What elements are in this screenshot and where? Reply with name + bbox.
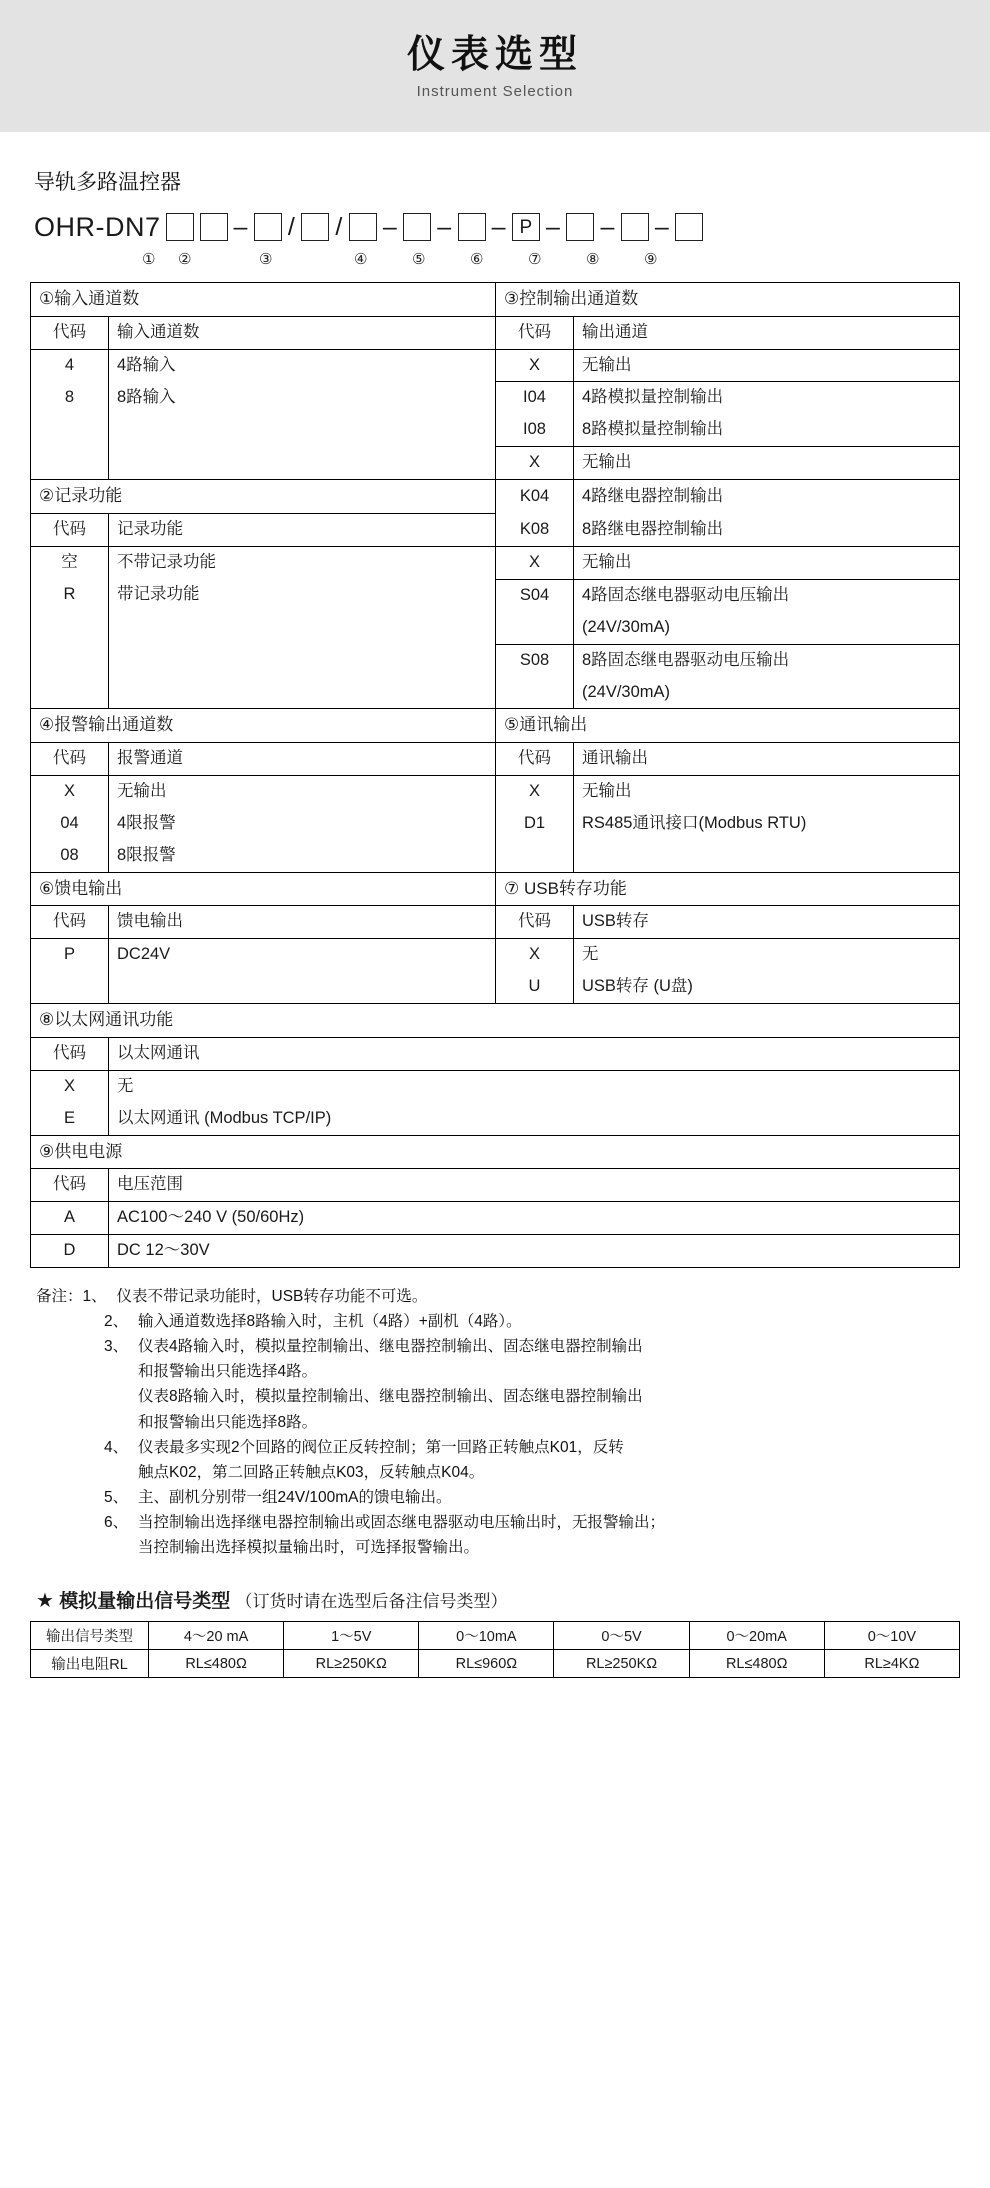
section-3-row-4-code: K04 <box>496 480 574 514</box>
table-row <box>31 677 960 709</box>
section-8-name-header: 以太网通讯 <box>109 1037 960 1070</box>
signal-title-text: 模拟量输出信号类型 <box>59 1591 231 1613</box>
model-sep-dash-3: – <box>437 212 452 241</box>
section-3-row-0-desc: 无输出 <box>574 349 960 382</box>
signal-type-2: 0～10mA <box>419 1622 554 1650</box>
section-5-row-1-desc: RS485通讯接口(Modbus RTU) <box>574 808 960 840</box>
section-4-row-1-code: 04 <box>31 808 109 840</box>
section-2-filler-f <box>109 677 496 709</box>
table-row <box>31 1103 960 1135</box>
model-box-1 <box>166 213 194 241</box>
section-3-row-7-desc: 4路固态继电器驱动电压输出 <box>574 579 960 611</box>
note-1-text: 仪表不带记录功能时，USB转存功能不可选。 <box>116 1287 428 1305</box>
product-name: 导轨多路温控器 <box>34 171 181 194</box>
section-2-code-header: 代码 <box>31 513 109 546</box>
section-3-title: ③控制输出通道数 <box>496 283 960 317</box>
signal-type-4: 0～20mA <box>689 1622 824 1650</box>
table-row <box>31 743 960 776</box>
table-row <box>31 612 960 644</box>
section-7-row-0-code: X <box>496 939 574 971</box>
section-8-title: ⑧以太网通讯功能 <box>31 1004 960 1038</box>
note-5-num: 5、 <box>104 1488 129 1506</box>
model-box-7 <box>458 213 486 241</box>
section-6-row-0-code: P <box>31 939 109 971</box>
model-sep-dash-2: – <box>382 212 398 241</box>
model-sep-dash-1: – <box>233 212 248 241</box>
section-6-code-header: 代码 <box>31 906 109 939</box>
section-1-filler-d <box>109 447 496 480</box>
section-1-code-header: 代码 <box>31 316 109 349</box>
model-box-3 <box>254 213 282 241</box>
section-2-filler-e <box>31 677 109 709</box>
section-6-title: ⑥馈电输出 <box>31 872 496 906</box>
section-6-name-header: 馈电输出 <box>109 906 496 939</box>
section-2-row-0-desc: 不带记录功能 <box>109 546 496 579</box>
model-index-row <box>34 250 960 276</box>
section-5-title: ⑤通讯输出 <box>496 709 960 743</box>
spec-table-9 <box>30 1135 960 1268</box>
section-7-code-header: 代码 <box>496 906 574 939</box>
section-5-filler-b <box>574 840 960 872</box>
table-row <box>31 808 960 840</box>
note-3-text-2: 和报警输出只能选择4路。 <box>138 1363 318 1381</box>
model-index-7: ⑦ <box>528 251 542 268</box>
model-sep-dash-4: – <box>491 212 507 241</box>
table-row <box>31 316 960 349</box>
table-row <box>31 644 960 676</box>
note-item <box>36 1510 960 1535</box>
model-sep-dash-6: – <box>600 212 615 241</box>
signal-table <box>30 1621 960 1678</box>
model-sep-dash-5: – <box>546 212 561 241</box>
signal-row-header-type: 输出信号类型 <box>31 1622 149 1650</box>
section-6-filler-b <box>109 971 496 1003</box>
section-3-row-6-desc: 无输出 <box>574 546 960 579</box>
note-item <box>36 1435 960 1460</box>
spec-table-top <box>30 282 960 709</box>
section-8-row-0-desc: 无 <box>109 1070 960 1102</box>
notes-block <box>36 1284 960 1560</box>
section-5-row-0-desc: 无输出 <box>574 775 960 807</box>
signal-type-0: 4～20 mA <box>149 1622 284 1650</box>
section-9-row-0-code: A <box>31 1202 109 1235</box>
section-8-code-header: 代码 <box>31 1037 109 1070</box>
table-row <box>31 906 960 939</box>
section-3-row-10-desc: (24V/30mA) <box>574 677 960 709</box>
model-sep-dash-7: – <box>654 212 670 241</box>
section-4-row-0-desc: 无输出 <box>109 775 496 807</box>
section-2-filler-c <box>31 644 109 676</box>
notes-label: 备注： <box>36 1287 83 1305</box>
page-content <box>0 166 990 1686</box>
section-3-row-1-desc: 4路模拟量控制输出 <box>574 382 960 414</box>
bottom-spacer <box>30 1678 960 1686</box>
section-3-row-5-code: K08 <box>496 513 574 546</box>
note-6-num: 6、 <box>104 1513 129 1531</box>
signal-res-5: RL≥4KΩ <box>824 1650 959 1678</box>
section-3-row-6-code: X <box>496 546 574 579</box>
model-box-10 <box>621 213 649 241</box>
signal-row-header-resistance: 输出电阻RL <box>31 1650 149 1678</box>
model-index-2: ② <box>178 251 192 268</box>
section-3-row-0-code: X <box>496 349 574 382</box>
signal-type-1: 1～5V <box>284 1622 419 1650</box>
table-row <box>31 579 960 611</box>
section-3-row-3-desc: 无输出 <box>574 447 960 480</box>
section-5-row-1-code: D1 <box>496 808 574 840</box>
section-9-row-0-desc: AC100～240 V (50/60Hz) <box>109 1202 960 1235</box>
model-box-6 <box>403 213 431 241</box>
table-row <box>31 939 960 971</box>
section-8-row-1-code: E <box>31 1103 109 1135</box>
model-sep-slash-2: / <box>335 212 343 241</box>
section-8-row-1-desc: 以太网通讯 (Modbus TCP/IP) <box>109 1103 960 1135</box>
note-item <box>36 1334 960 1359</box>
section-2-row-1-desc: 带记录功能 <box>109 579 496 611</box>
note-3-num: 3、 <box>104 1338 129 1356</box>
model-code-row <box>34 204 960 250</box>
section-2-row-1-code: R <box>31 579 109 611</box>
section-4-row-2-code: 08 <box>31 840 109 872</box>
section-5-name-header: 通讯输出 <box>574 743 960 776</box>
model-index-5: ⑤ <box>412 251 426 268</box>
star-icon: ★ <box>36 1590 54 1613</box>
note-3-text-3: 仪表8路输入时，模拟量控制输出、继电器控制输出、固态继电器控制输出 <box>138 1388 643 1406</box>
section-4-row-0-code: X <box>31 775 109 807</box>
section-6-filler-a <box>31 971 109 1003</box>
section-5-filler-a <box>496 840 574 872</box>
section-1-name-header: 输入通道数 <box>109 316 496 349</box>
model-index-3: ③ <box>259 251 273 268</box>
spec-table-6-7 <box>30 872 960 1004</box>
table-row <box>31 971 960 1003</box>
table-row <box>31 1135 960 1169</box>
section-9-row-1-desc: DC 12～30V <box>109 1235 960 1268</box>
section-3-code-header: 代码 <box>496 316 574 349</box>
signal-type-3: 0～5V <box>554 1622 689 1650</box>
table-row <box>31 546 960 579</box>
section-1-filler-b <box>109 414 496 446</box>
page-banner <box>0 0 990 132</box>
spec-table-4-5 <box>30 708 960 872</box>
section-7-row-1-code: U <box>496 971 574 1003</box>
table-row <box>31 1169 960 1202</box>
note-4-num: 4、 <box>104 1438 129 1456</box>
model-index-1: ① <box>142 251 156 268</box>
section-3-row-1-code: I04 <box>496 382 574 414</box>
model-box-9 <box>566 213 594 241</box>
section-2-filler-b <box>109 612 496 644</box>
note-item <box>36 1485 960 1510</box>
model-index-9: ⑨ <box>644 251 658 268</box>
model-prefix: OHR-DN7 <box>34 211 161 242</box>
section-4-code-header: 代码 <box>31 743 109 776</box>
table-row <box>31 1650 960 1678</box>
table-row <box>31 775 960 807</box>
section-2-row-0-code: 空 <box>31 546 109 579</box>
note-3-text-4: 和报警输出只能选择8路。 <box>138 1413 318 1431</box>
signal-res-0: RL≤480Ω <box>149 1650 284 1678</box>
signal-subtitle-text: （订货时请在选型后备注信号类型） <box>235 1592 508 1612</box>
spec-table-8 <box>30 1003 960 1135</box>
section-6-row-0-desc: DC24V <box>109 939 496 971</box>
note-6-text-2: 当控制输出选择模拟量输出时，可选择报警输出。 <box>138 1539 480 1557</box>
section-7-title: ⑦ USB转存功能 <box>496 872 960 906</box>
note-item <box>36 1284 960 1309</box>
table-row <box>31 382 960 414</box>
model-box-11 <box>675 213 703 241</box>
section-4-title: ④报警输出通道数 <box>31 709 496 743</box>
section-3-row-5-desc: 8路继电器控制输出 <box>574 513 960 546</box>
section-3-row-9-desc: 8路固态继电器驱动电压输出 <box>574 644 960 676</box>
signal-res-2: RL≤960Ω <box>419 1650 554 1678</box>
section-3-row-8-code <box>496 612 574 644</box>
section-1-row-1-code: 8 <box>31 382 109 414</box>
section-1-row-1-desc: 8路输入 <box>109 382 496 414</box>
section-5-code-header: 代码 <box>496 743 574 776</box>
signal-res-3: RL≥250KΩ <box>554 1650 689 1678</box>
section-3-row-10-code <box>496 677 574 709</box>
table-row <box>31 480 960 514</box>
note-5-text: 主、副机分别带一组24V/100mA的馈电输出。 <box>138 1488 452 1506</box>
note-4-text-2: 触点K02，第二回路正转触点K03，反转触点K04。 <box>138 1463 485 1481</box>
section-2-name-header: 记录功能 <box>109 513 496 546</box>
table-row <box>31 840 960 872</box>
note-4-text-1: 仪表最多实现2个回路的阀位正反转控制；第一回路正转触点K01，反转 <box>138 1438 624 1456</box>
note-1-num: 1、 <box>82 1287 107 1305</box>
model-box-4 <box>301 213 329 241</box>
signal-res-4: RL≤480Ω <box>689 1650 824 1678</box>
section-3-row-4-desc: 4路继电器控制输出 <box>574 480 960 514</box>
note-2-num: 2、 <box>104 1313 129 1331</box>
signal-section-title <box>36 1586 960 1613</box>
section-1-filler-a <box>31 414 109 446</box>
table-row <box>31 872 960 906</box>
section-3-row-2-desc: 8路模拟量控制输出 <box>574 414 960 446</box>
section-7-row-1-desc: USB转存 (U盘) <box>574 971 960 1003</box>
section-1-filler-c <box>31 447 109 480</box>
section-8-row-0-code: X <box>31 1070 109 1102</box>
section-9-row-1-code: D <box>31 1235 109 1268</box>
section-3-row-8-desc: (24V/30mA) <box>574 612 960 644</box>
model-sep-slash-1: / <box>287 212 296 241</box>
section-2-filler-a <box>31 612 109 644</box>
signal-res-1: RL≥250KΩ <box>284 1650 419 1678</box>
section-3-name-header: 输出通道 <box>574 316 960 349</box>
table-row <box>31 513 960 546</box>
table-row <box>31 1622 960 1650</box>
model-box-8-feed: P <box>512 213 540 241</box>
section-3-row-2-code: I08 <box>496 414 574 446</box>
note-item <box>36 1309 960 1334</box>
section-7-name-header: USB转存 <box>574 906 960 939</box>
page-subtitle: Instrument Selection <box>416 83 574 101</box>
table-row <box>31 447 960 480</box>
table-row <box>31 349 960 382</box>
section-9-title: ⑨供电电源 <box>31 1135 960 1169</box>
model-box-2 <box>200 213 228 241</box>
section-9-code-header: 代码 <box>31 1169 109 1202</box>
model-index-4: ④ <box>354 251 368 268</box>
section-1-title: ①输入通道数 <box>31 283 496 317</box>
section-9-name-header: 电压范围 <box>109 1169 960 1202</box>
section-2-filler-d <box>109 644 496 676</box>
section-1-row-0-code: 4 <box>31 349 109 382</box>
model-box-5 <box>349 213 377 241</box>
section-3-row-9-code: S08 <box>496 644 574 676</box>
note-2-text: 输入通道数选择8路输入时，主机（4路）+副机（4路）。 <box>138 1313 522 1331</box>
model-index-6: ⑥ <box>470 251 484 268</box>
table-row <box>31 1004 960 1038</box>
section-1-row-0-desc: 4路输入 <box>109 349 496 382</box>
table-row <box>31 1202 960 1235</box>
section-3-row-3-code: X <box>496 447 574 480</box>
table-row <box>31 709 960 743</box>
section-2-title: ②记录功能 <box>31 480 496 514</box>
section-7-row-0-desc: 无 <box>574 939 960 971</box>
section-3-row-7-code: S04 <box>496 579 574 611</box>
note-3-text-1: 仪表4路输入时，模拟量控制输出、继电器控制输出、固态继电器控制输出 <box>138 1338 643 1356</box>
table-row <box>31 1070 960 1102</box>
model-index-8: ⑧ <box>586 251 600 268</box>
table-row <box>31 1037 960 1070</box>
page-title: 仪表选型 <box>406 33 583 76</box>
table-row <box>31 1235 960 1268</box>
section-4-row-2-desc: 8限报警 <box>109 840 496 872</box>
table-row <box>31 414 960 446</box>
section-5-row-0-code: X <box>496 775 574 807</box>
table-row <box>31 283 960 317</box>
section-4-row-1-desc: 4限报警 <box>109 808 496 840</box>
note-6-text-1: 当控制输出选择继电器控制输出或固态继电器驱动电压输出时，无报警输出； <box>138 1513 666 1531</box>
section-4-name-header: 报警通道 <box>109 743 496 776</box>
signal-type-5: 0～10V <box>824 1622 959 1650</box>
